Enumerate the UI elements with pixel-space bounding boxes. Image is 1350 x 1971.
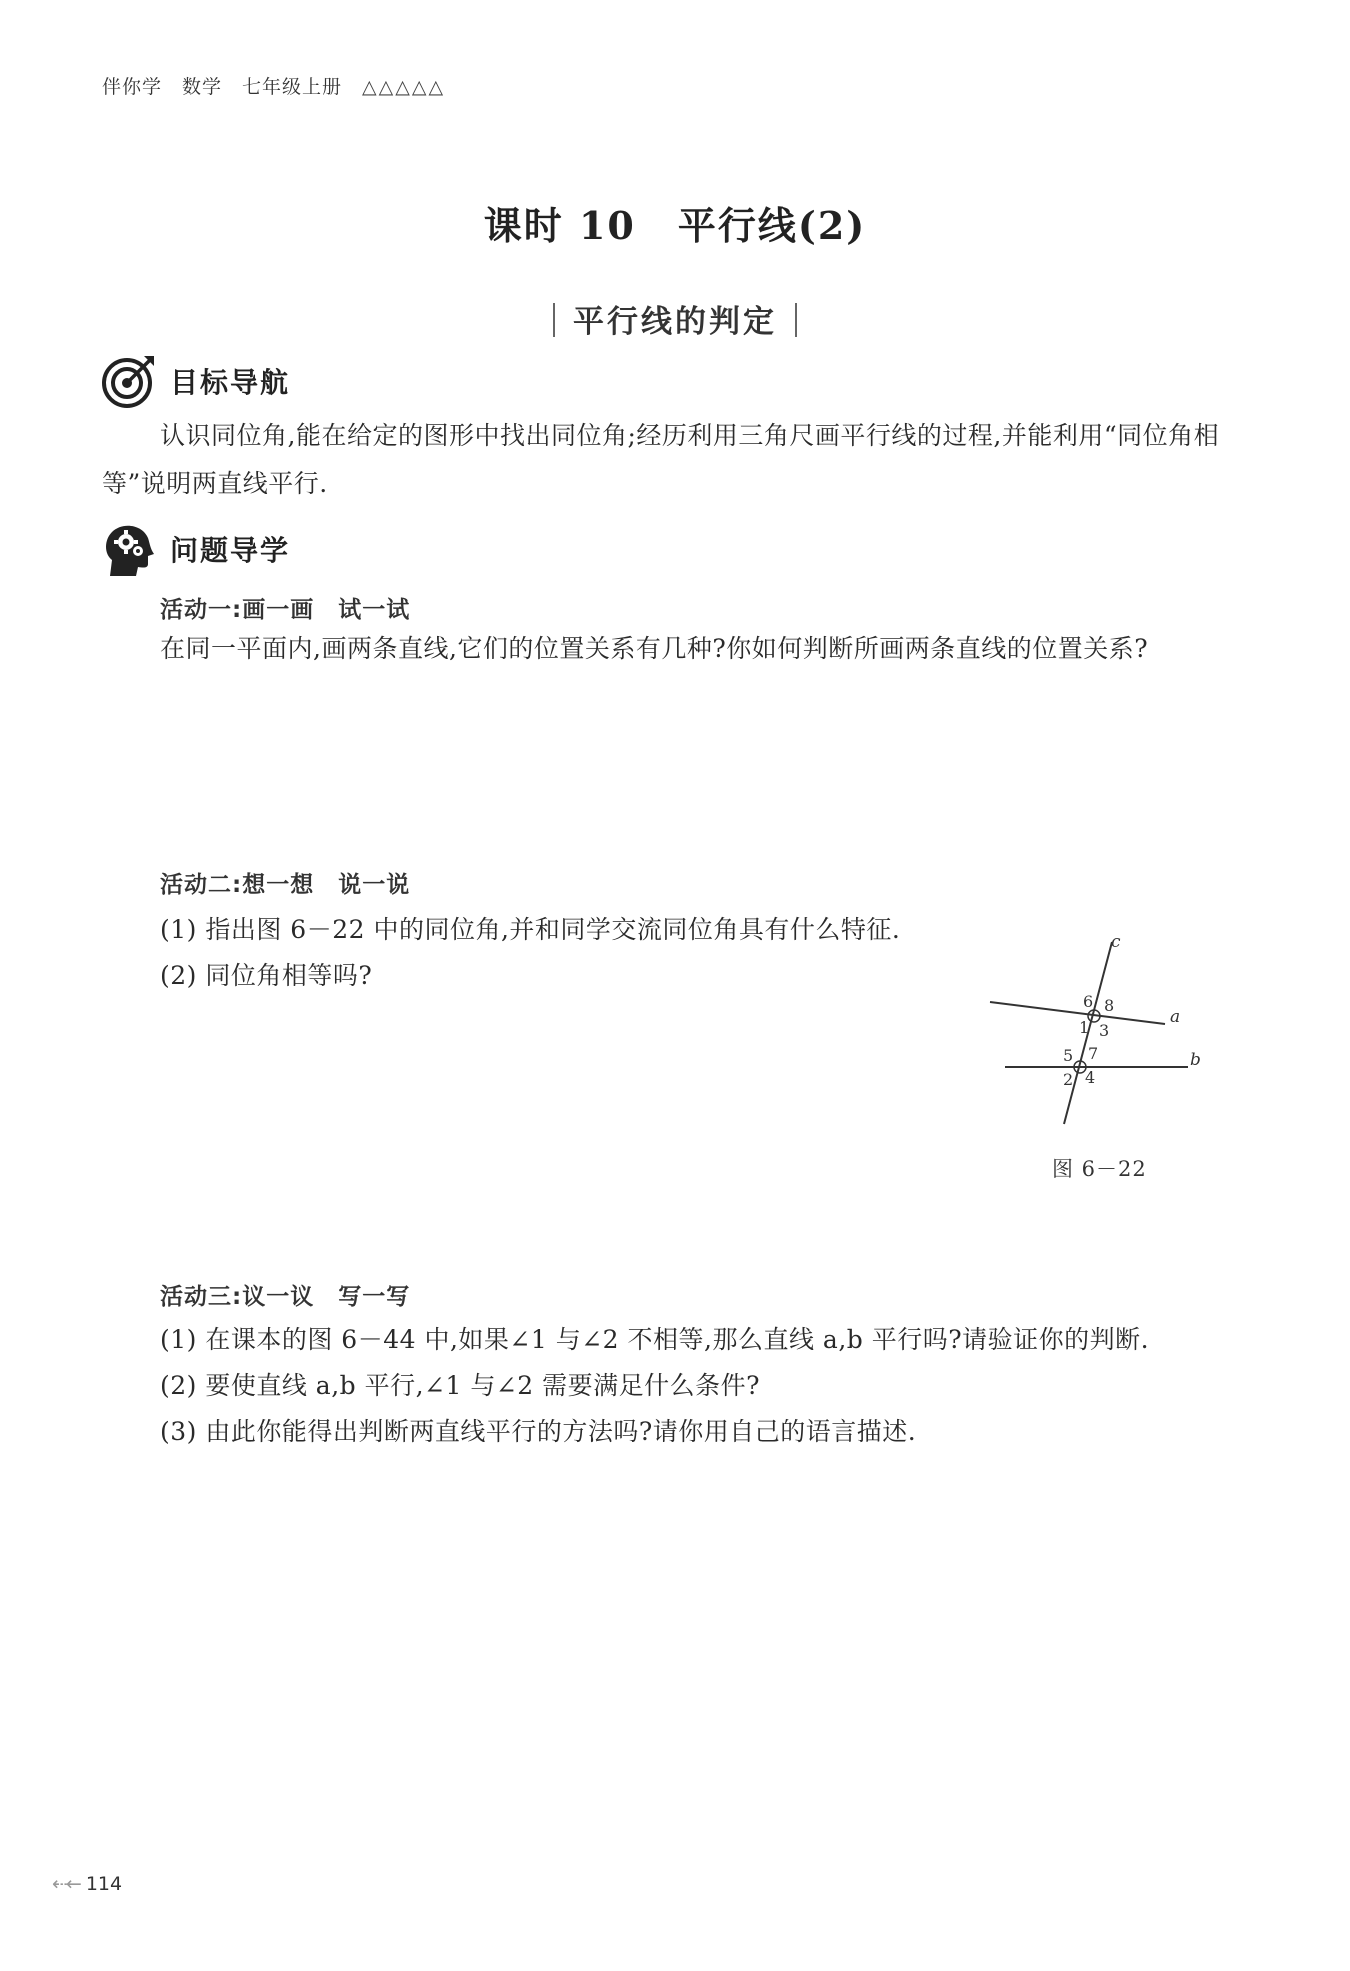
angle-7: 7: [1088, 1044, 1099, 1063]
figure-parallel-lines: [980, 930, 1220, 1130]
section-subtitle: [0, 296, 1350, 341]
activity2-title: 活动二:想一想 说一说: [160, 872, 411, 898]
goals-heading: [100, 352, 290, 410]
activity2-question-1: (1) 指出图 6－22 中的同位角,并和同学交流同位角具有什么特征.: [160, 915, 901, 944]
angle-4: 4: [1085, 1068, 1096, 1087]
lesson-title: [0, 195, 1350, 250]
activity1-text: 在同一平面内,画两条直线,它们的位置关系有几种?你如何判断所画两条直线的位置关系?: [160, 634, 1149, 663]
goals-heading-text: 目标导航: [170, 366, 291, 399]
lesson-topic: 平行线(2): [677, 203, 867, 248]
line-a: [990, 1002, 1165, 1024]
label-c: c: [1111, 932, 1121, 952]
head-gears-icon: [100, 520, 158, 578]
page-footer: [52, 1873, 122, 1895]
figure-caption: 图 6－22: [1052, 1157, 1147, 1181]
guide-heading-text: 问题导学: [170, 534, 291, 567]
activity3-question-2: (2) 要使直线 a,b 平行,∠1 与∠2 需要满足什么条件?: [160, 1371, 761, 1400]
page-number: 114: [85, 1873, 123, 1895]
lesson-number: 课时 10: [483, 203, 636, 248]
angle-8: 8: [1104, 996, 1115, 1015]
activity3-question-1: (1) 在课本的图 6－44 中,如果∠1 与∠2 不相等,那么直线 a,b 平行吗?请验证你的判断.: [160, 1325, 1150, 1354]
label-a: a: [1170, 1007, 1181, 1027]
angle-6: 6: [1083, 992, 1094, 1011]
angle-5: 5: [1063, 1046, 1074, 1065]
guide-heading: [100, 520, 290, 578]
activity3-title: 活动三:议一议 写一写: [160, 1284, 411, 1310]
header-triangles: △△△△△: [362, 76, 446, 98]
activity2-question-2: (2) 同位角相等吗?: [160, 961, 373, 990]
subtitle-text: 平行线的判定: [573, 304, 777, 340]
subtitle-bar-left: [553, 303, 555, 337]
page-header: [102, 72, 465, 99]
angle-3: 3: [1099, 1021, 1110, 1040]
target-icon: [100, 352, 158, 410]
header-subject: 数学: [182, 76, 223, 98]
activity3-question-3: (3) 由此你能得出判断两直线平行的方法吗?请你用自己的语言描述.: [160, 1417, 917, 1446]
activity1-title: 活动一:画一画 试一试: [160, 597, 411, 623]
angle-2: 2: [1063, 1070, 1074, 1089]
arrow-left-icon: ⇠←: [52, 1873, 80, 1895]
goals-text: 认识同位角,能在给定的图形中找出同位角;经历利用三角尺画平行线的过程,并能利用“同位角相等”说明两直线平行.: [102, 421, 1220, 498]
angle-1: 1: [1079, 1018, 1090, 1037]
header-series: 伴你学: [102, 76, 163, 98]
header-grade: 七年级上册: [242, 76, 343, 98]
subtitle-bar-right: [795, 303, 797, 337]
label-b: b: [1190, 1050, 1201, 1070]
